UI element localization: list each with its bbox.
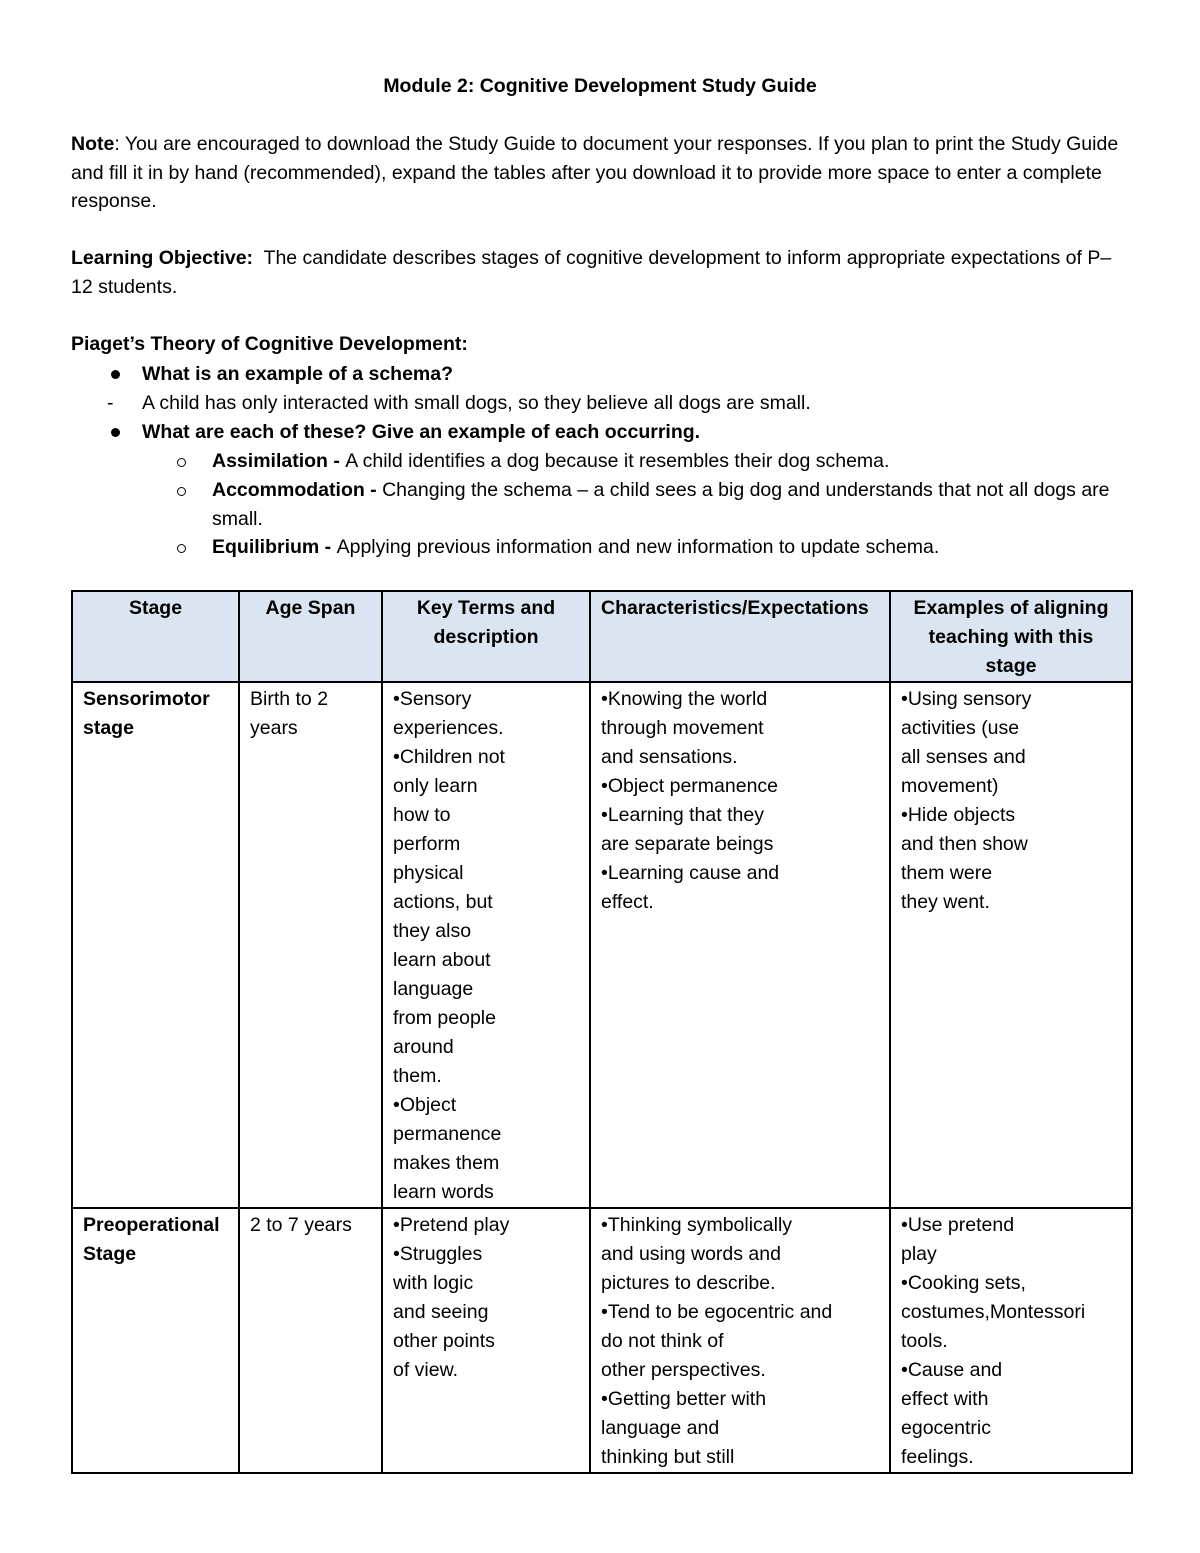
stage-cell <box>72 1208 239 1473</box>
cell-line: effect with <box>901 1388 989 1410</box>
cell-line: them. <box>393 1065 442 1087</box>
table-row <box>72 1208 1132 1473</box>
cell-line: pictures to describe. <box>601 1272 776 1294</box>
cell-line: and sensations. <box>601 746 738 768</box>
question-schema-text: What is an example of a schema? <box>142 363 454 385</box>
age-cell <box>239 682 382 1208</box>
cell-line: Stage <box>83 1243 137 1265</box>
cell-line: play <box>901 1243 937 1265</box>
header-age-span: Age Span <box>239 591 382 682</box>
bullet-icon <box>111 370 120 379</box>
circle-bullet-icon <box>177 544 186 553</box>
cell-line: •Tend to be egocentric and <box>601 1301 833 1323</box>
characteristics-cell <box>590 1208 890 1473</box>
cell-line: feelings. <box>901 1446 974 1468</box>
cell-line: with logic <box>393 1272 474 1294</box>
age-cell <box>239 1208 382 1473</box>
cell-line: effect. <box>601 891 654 913</box>
key-terms-cell <box>382 682 590 1208</box>
piaget-heading: Piaget’s Theory of Cognitive Development: <box>71 333 468 355</box>
table-row <box>72 682 1132 1208</box>
cell-line: •Learning that they <box>601 804 764 826</box>
cell-line: •Struggles <box>393 1243 483 1265</box>
cell-line: activities (use <box>901 717 1020 739</box>
cell-line: Birth to 2 <box>250 688 329 710</box>
cell-line: from people <box>393 1007 496 1029</box>
term-text: Applying previous information and new information to update schema. <box>336 536 940 558</box>
cell-line: •Hide objects <box>901 804 1016 826</box>
cell-line: permanence <box>393 1123 502 1145</box>
header-stage: Stage <box>72 591 239 682</box>
cell-line: •Sensory <box>393 688 472 710</box>
cell-line: movement) <box>901 775 999 797</box>
page-title: Module 2: Cognitive Development Study Guide <box>383 75 817 97</box>
learning-objective-paragraph <box>71 244 1131 301</box>
cell-line: •Object permanence <box>601 775 779 797</box>
examples-cell <box>890 1208 1132 1473</box>
cell-line: •Thinking symbolically <box>601 1214 793 1236</box>
cell-line: •Cause and <box>901 1359 1003 1381</box>
cell-line: all senses and <box>901 746 1026 768</box>
cell-line: language and <box>601 1417 720 1439</box>
objective-text: The candidate describes stages of cognitive development to inform appropriate expectations of P–12 students. <box>71 247 1112 298</box>
cell-line: physical <box>393 862 464 884</box>
cell-line: perform <box>393 833 461 855</box>
term-label: Assimilation - <box>212 450 346 472</box>
cell-line: tools. <box>901 1330 948 1352</box>
cell-line: do not think of <box>601 1330 724 1352</box>
cell-line: other perspectives. <box>601 1359 766 1381</box>
cell-line: stage <box>83 717 134 739</box>
cell-line: •Use pretend <box>901 1214 1015 1236</box>
cell-line: •Knowing the world <box>601 688 768 710</box>
cell-line: of view. <box>393 1359 459 1381</box>
cell-line: and seeing <box>393 1301 489 1323</box>
cell-line: and then show <box>901 833 1028 855</box>
cell-line: around <box>393 1036 454 1058</box>
cell-line: •Learning cause and <box>601 862 780 884</box>
note-text: : You are encouraged to download the Study Guide to document your responses. If you plan to print the Study Guide and fill it in by hand (recommended), expand the tables after you download it to provide more space to enter a complete response. <box>71 133 1119 212</box>
cell-line: thinking but still <box>601 1446 735 1468</box>
cell-line: •Getting better with <box>601 1388 767 1410</box>
cell-line: are separate beings <box>601 833 774 855</box>
examples-cell <box>890 682 1132 1208</box>
objective-label: Learning Objective: <box>71 247 254 269</box>
cell-line: language <box>393 978 474 1000</box>
term-label: Equilibrium - <box>212 536 337 558</box>
cell-line: Preoperational <box>83 1214 220 1236</box>
cell-line: •Object <box>393 1094 457 1116</box>
circle-bullet-icon <box>177 458 186 467</box>
cell-line: 2 to 7 years <box>250 1214 352 1236</box>
cell-line: learn about <box>393 949 491 971</box>
table-header-row <box>72 591 1132 682</box>
cell-line: other points <box>393 1330 495 1352</box>
cell-line: makes them <box>393 1152 500 1174</box>
cell-line: learn words <box>393 1181 494 1203</box>
cell-line: •Pretend play <box>393 1214 510 1236</box>
characteristics-cell <box>590 682 890 1208</box>
cell-line: they also <box>393 920 472 942</box>
stage-cell <box>72 682 239 1208</box>
cell-line: •Cooking sets, <box>901 1272 1026 1294</box>
stages-table <box>71 590 1133 1474</box>
cell-line: experiences. <box>393 717 504 739</box>
cell-line: how to <box>393 804 451 826</box>
cell-line: •Using sensory <box>901 688 1032 710</box>
note-paragraph <box>71 130 1131 216</box>
cell-line: egocentric <box>901 1417 991 1439</box>
term-text: A child identifies a dog because it resembles their dog schema. <box>345 450 890 472</box>
cell-line: Sensorimotor <box>83 688 210 710</box>
cell-line: •Children not <box>393 746 505 768</box>
term-label: Accommodation - <box>212 479 383 501</box>
cell-line: years <box>250 717 298 739</box>
header-key-terms: Key Terms and description <box>382 591 590 682</box>
cell-line: actions, but <box>393 891 493 913</box>
cell-line: costumes,Montessori <box>901 1301 1086 1323</box>
circle-bullet-icon <box>177 487 186 496</box>
question-terms-text: What are each of these? Give an example of each occurring. <box>142 421 701 443</box>
term-text: Changing the schema – a child sees a big dog and understands that not all dogs are small. <box>212 479 1110 530</box>
cell-line: they went. <box>901 891 990 913</box>
bullet-icon <box>111 428 120 437</box>
cell-line: through movement <box>601 717 764 739</box>
header-examples: Examples of aligning teaching with this stage <box>890 591 1132 682</box>
note-label: Note <box>71 133 115 155</box>
cell-line: only learn <box>393 775 478 797</box>
header-characteristics: Characteristics/Expectations <box>590 591 890 682</box>
dash-marker: - <box>107 392 114 414</box>
cell-line: and using words and <box>601 1243 781 1265</box>
cell-line: them were <box>901 862 993 884</box>
key-terms-cell <box>382 1208 590 1473</box>
answer-schema-text: A child has only interacted with small dogs, so they believe all dogs are small. <box>142 392 811 414</box>
